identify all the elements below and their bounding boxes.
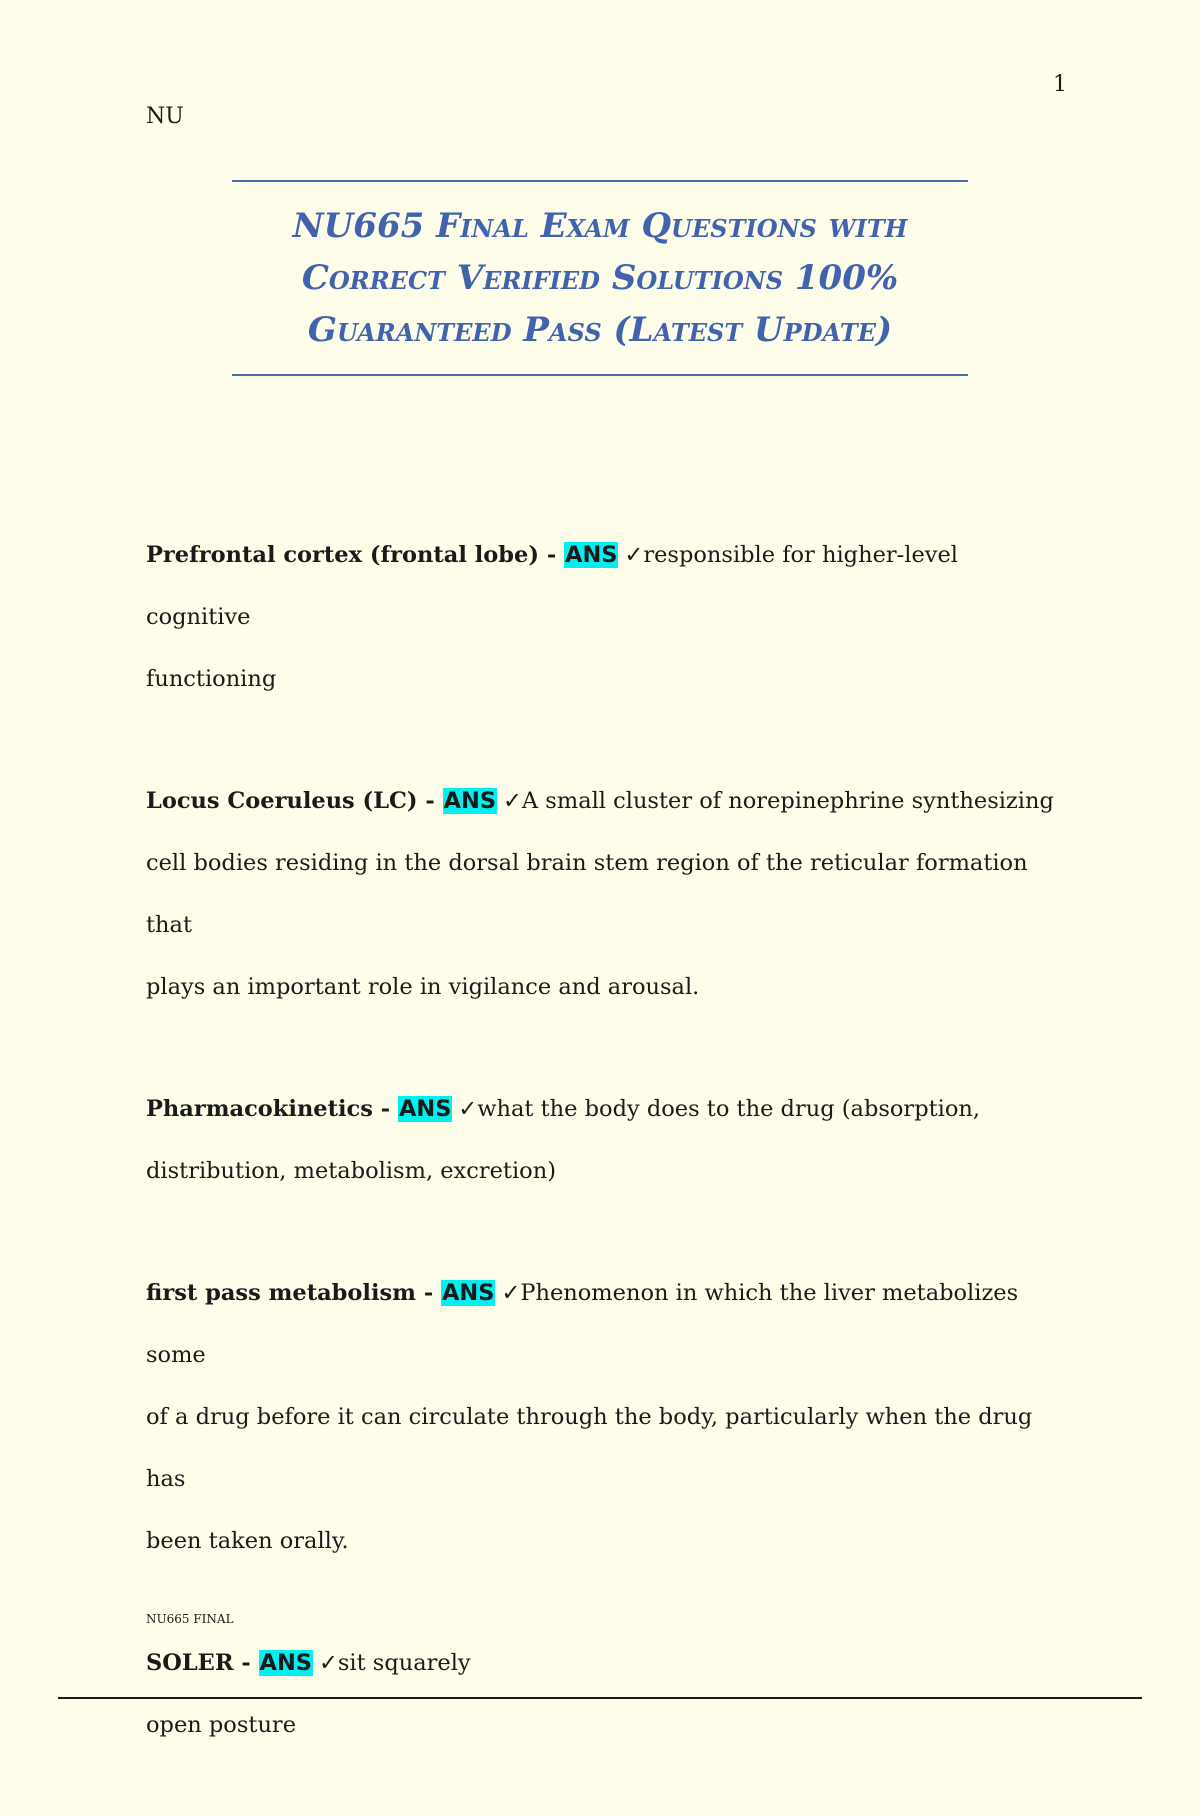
ans-highlight: ANS <box>565 542 618 568</box>
entry-answer-line: plays an important role in vigilance and arousal. <box>146 974 700 1000</box>
entry-separator: - <box>417 788 443 814</box>
entry-answer-line: functioning <box>146 666 277 692</box>
entry-answer-line: what the body does to the drug (absorption, <box>477 1096 981 1122</box>
entry-answer-line: cell bodies residing in the dorsal brain stem region of the reticular formation that <box>146 850 1028 938</box>
ans-highlight: ANS <box>259 1650 312 1676</box>
entry-answer-line: distribution, metabolism, excretion) <box>146 1158 556 1184</box>
entry-answer-line: of a drug before it can circulate through the body, particularly when the drug has <box>146 1404 1033 1492</box>
checkmark-icon: ✓ <box>458 1096 478 1122</box>
entry-term: SOLER <box>146 1650 234 1676</box>
entry-term: Locus Coeruleus (LC) <box>146 788 418 814</box>
entry-term: Pharmacokinetics <box>146 1096 373 1122</box>
footer-rule <box>58 1697 1142 1699</box>
header-left-text: NU <box>146 104 184 129</box>
checkmark-icon: ✓ <box>501 1280 521 1306</box>
entry-answer-line: open posture <box>146 1712 297 1738</box>
checkmark-icon: ✓ <box>624 542 644 568</box>
title-block <box>232 180 968 376</box>
entry-separator: - <box>233 1650 259 1676</box>
entry-term: first pass metabolism <box>146 1280 416 1306</box>
entry-separator: - <box>416 1280 442 1306</box>
entry <box>146 1078 1066 1202</box>
entry-answer-line: been taken orally. <box>146 1528 349 1554</box>
entry <box>146 770 1066 1018</box>
entry-separator: - <box>372 1096 398 1122</box>
footer-text: NU665 FINAL <box>146 1612 234 1626</box>
page-number: 1 <box>1053 72 1067 97</box>
entry-separator: - <box>539 542 565 568</box>
entry <box>146 524 1066 710</box>
entry <box>146 1632 1066 1756</box>
checkmark-icon: ✓ <box>319 1650 338 1676</box>
ans-highlight: ANS <box>442 1280 495 1306</box>
entry-answer-line: responsible for higher-level cognitive <box>146 542 958 630</box>
entries-list <box>146 524 1066 1816</box>
entry-answer-line: sit squarely <box>337 1650 471 1676</box>
ans-highlight: ANS <box>398 1096 452 1122</box>
entry-term: Prefrontal cortex (frontal lobe) <box>146 542 540 568</box>
ans-highlight: ANS <box>443 788 497 814</box>
entry-answer-line: Phenomenon in which the liver metabolizes some <box>146 1280 1019 1368</box>
entry <box>146 1262 1066 1572</box>
entry-answer-line: A small cluster of norepinephrine synthesizing <box>521 788 1054 814</box>
document-title: NU665 Final Exam Questions with Correct Verified Solutions 100% Guaranteed Pass (Latest Update) <box>292 206 908 350</box>
checkmark-icon: ✓ <box>503 788 522 814</box>
